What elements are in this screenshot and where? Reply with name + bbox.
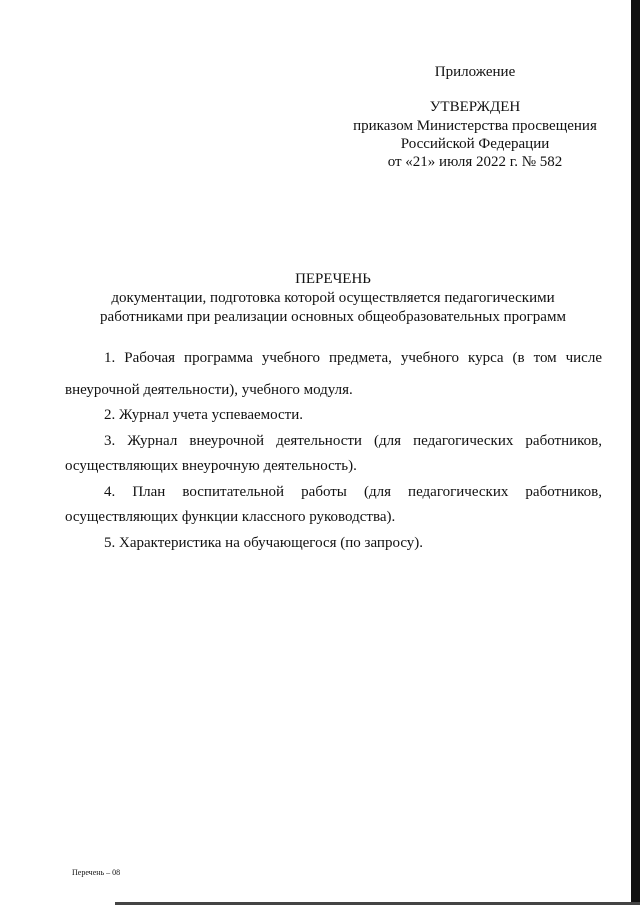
subtitle-line-2: работниками при реализации основных общеобразовательных программ [100, 309, 566, 325]
subtitle-line-1: документации, подготовка которой осуществляется педагогическими [111, 290, 555, 306]
list-item-3-line-2: осуществляющих внеурочную деятельность). [65, 458, 357, 474]
list-item-1-line-1: 1. Рабочая программа учебного предмета, учебного курса (в том числе [104, 350, 602, 366]
list-item-4-line-1: 4. План воспитательной работы (для педагогических работников, [104, 484, 602, 500]
list-item-2: 2. Журнал учета успеваемости. [104, 407, 304, 423]
list-item-5: 5. Характеристика на обучающегося (по запросу). [104, 535, 424, 551]
footer-code: Перечень – 08 [72, 868, 121, 877]
order-line-1: приказом Министерства просвещения [353, 118, 597, 134]
order-line-3: от «21» июля 2022 г. № 582 [387, 154, 563, 170]
scan-edge-right [631, 0, 640, 905]
list-item-1-line-2: внеурочной деятельности), учебного модуля. [65, 382, 353, 398]
page-title: ПЕРЕЧЕНЬ [295, 271, 371, 287]
list-item-3-line-1: 3. Журнал внеурочной деятельности (для педагогических работников, [104, 433, 602, 449]
list-item-4-line-2: осуществляющих функции классного руководства). [65, 509, 396, 525]
order-line-2: Российской Федерации [400, 136, 550, 152]
approved-label: УТВЕРЖДЕН [429, 99, 521, 115]
appendix-label: Приложение [434, 64, 516, 80]
